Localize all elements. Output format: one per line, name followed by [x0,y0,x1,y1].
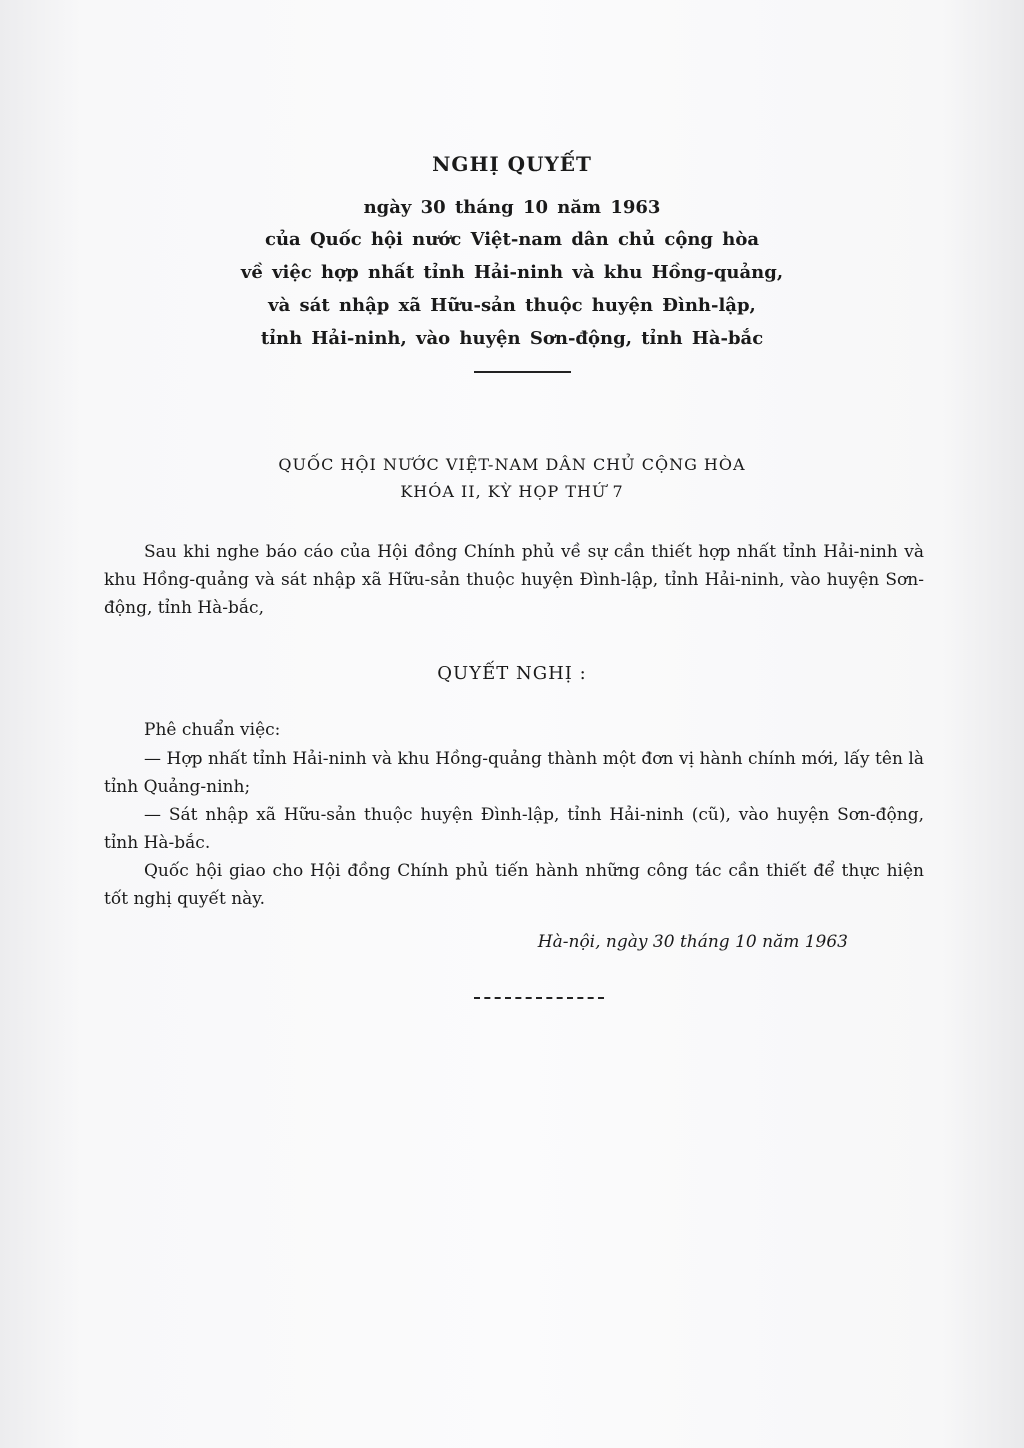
end-divider [474,997,604,999]
document-title: NGHỊ QUYẾT [432,152,592,176]
approve-intro: Phê chuẩn việc: [144,720,281,740]
resolution-item-2: — Sát nhập xã Hữu-sản thuộc huyện Đình-lập, tỉnh Hải-ninh (cũ), vào huyện Sơn-động, tỉnh Hà-bắc. [104,805,924,853]
heading-subject-3: tỉnh Hải-ninh, vào huyện Sơn-động, tỉnh Hà-bắc [260,328,764,349]
closing-paragraph: Quốc hội giao cho Hội đồng Chính phủ tiến hành những công tác cần thiết để thực hiện tốt nghị quyết này. [104,861,924,909]
heading-date: ngày 30 tháng 10 năm 1963 [363,197,661,218]
assembly-name: QUỐC HỘI NƯỚC VIỆT-NAM DÂN CHỦ CỘNG HÒA [278,455,746,474]
title-divider [474,371,571,373]
session-name: KHÓA II, KỲ HỌP THỨ 7 [400,482,624,501]
preamble-paragraph: Sau khi nghe báo cáo của Hội đồng Chính phủ về sự cần thiết hợp nhất tỉnh Hải-ninh và khu Hồng-quảng và sát nhập xã Hữu-sản thuộc huyện Đình-lập, tỉnh Hải-ninh, vào huyện Sơn-động, tỉnh Hà-bắc, [104,542,924,618]
place-date-signoff: Hà-nội, ngày 30 tháng 10 năm 1963 [537,932,848,952]
resolution-item-1: — Hợp nhất tỉnh Hải-ninh và khu Hồng-quảng thành một đơn vị hành chính mới, lấy tên là tỉnh Quảng-ninh; [104,749,924,797]
heading-subject-1: về việc hợp nhất tỉnh Hải-ninh và khu Hồng-quảng, [240,262,784,283]
heading-subject-2: và sát nhập xã Hữu-sản thuộc huyện Đình-lập, [268,295,756,316]
decision-heading: QUYẾT NGHỊ : [437,663,587,684]
heading-issuer: của Quốc hội nước Việt-nam dân chủ cộng hòa [264,229,760,250]
